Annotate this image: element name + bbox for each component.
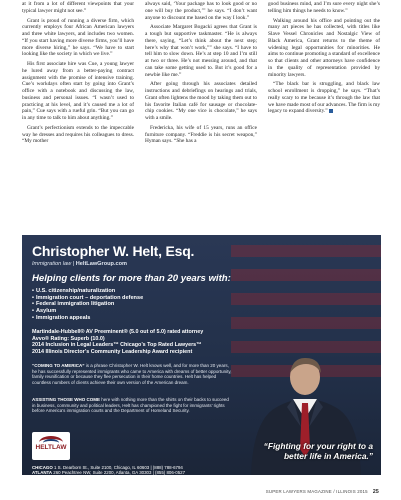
paragraph: at it from a lot of different viewpoints that your typical lawyer might not see.” — [22, 1, 134, 14]
page-number: 25 — [372, 489, 379, 495]
ad-paragraph: ASSISTING THOSE WHO COME here with nothing more than the shirts on their backs to succeed in business, community and political leaders, Helt has championed the fight for immigrants’ rights before America’s immigration courts and the Department of Homeland Security. — [32, 397, 229, 413]
paragraph: Fredericka, his wife of 15 years, runs an office furniture company. “Freddie is his secret weapon,” Hyman says. “She has a — [145, 124, 257, 145]
list-item: • Asylum — [32, 308, 143, 315]
paragraph: Grant’s perfectionism extends to the impeccable way he dresses and requires his colleagues to dress. “My mother — [22, 124, 134, 145]
ad-tagline: Helping clients for more than 20 years with: — [32, 273, 231, 284]
office-line: MEMPHIS (901) 273-1305 — [32, 475, 84, 481]
article-column-2 — [145, 1, 257, 148]
attorney-name: Christopher W. Helt, Esq. — [32, 243, 195, 259]
rating-line: Martindale-Hubbell® AV Preeminent® (5.0 out of 5.0) rated attorney — [32, 329, 204, 335]
rating-line: 2014 Illinois Director’s Community Leadership Award recipient — [32, 348, 193, 355]
firm-website[interactable]: HeltLawGroup.com — [75, 261, 128, 267]
rating-line: 2014 Inclusion in Legal Leaders™ Chicago’s Top Rated Lawyers™ — [32, 342, 202, 349]
rating-line: Avvo® Rating: Superb (10.0) — [32, 335, 105, 342]
paragraph: Walking around his office and pointing out the many art pieces he has collected, with titles like Slave Vessel Chronicles and Nostalgic View of Black America, Grant returns to the theme of widening legal opportunities for minorities. He aims to continue promoting a standard of excellence so that clients and other attorneys have confidence in the quality of representation provided by minority lawyers. — [268, 17, 380, 78]
law-firm-advertisement — [22, 235, 381, 481]
practice-area: Immigration law — [32, 261, 72, 267]
paragraph: Grant is proud of running a diverse firm, which currently employs four African American lawyers and three white lawyers, and includes two women. “If you start having more diverse firms, you’ll have more diverse hiring,” he says. “We have to start looking like the society in which we live.” — [22, 17, 134, 58]
publication-name: SUPER LAWYERS MAGAZINE / ILLINOIS 2015 — [265, 489, 368, 494]
ad-subheading: Immigration law | HeltLawGroup.com — [32, 261, 128, 267]
list-item: • Federal immigration litigation — [32, 301, 143, 308]
paragraph: always said, ‘Your package has to look good or no one will buy the product,’” he says. “I don’t want anyone to discount me based on the way I look.” — [145, 1, 257, 21]
list-item: • Immigration appeals — [32, 315, 143, 322]
office-locations — [32, 465, 185, 481]
end-mark-icon — [329, 109, 333, 113]
closing-quote-text: “The black bar is struggling, and black law school enrollment is dropping,” he says. “That’s really scary to me because it’s through the law that we have made most of our advances. The firm is my legacy to expand diversity.” — [268, 81, 380, 115]
page-footer — [266, 489, 379, 495]
paragraph: Associate Margaret Bogacki agrees that Grant is a tough but supportive taskmaster. “He is always there, saying, “Let’s think about the next step; here’s why that won’t work,”” she says. “I have to tell him to slow down. He’s at step 10 and I’m still at two or three. He’s not messing around, and that can take some getting used to. But it’s good for a newbie like me.” — [145, 24, 257, 78]
article-column-1 — [22, 1, 134, 148]
list-item: • Immigration court – deportation defense — [32, 295, 143, 302]
ad-slogan: “Fighting for your right to a better life in America.” — [263, 441, 373, 461]
services-list — [32, 288, 143, 322]
paragraph: good business mind, and I’m sure every night she’s telling him things he needs to know.” — [268, 1, 380, 14]
paragraph: After going through his associates detailed instructions and debriefings on hearings and trials, Grant often lightens the mood by taking them out to his favorite Italian café for sausage or chocolate-chip cookies. “My one vice is chocolate,” he says with a smile. — [145, 81, 257, 121]
office-line: ATLANTA 260 Peachtree NW, Suite 2200, Atlanta, GA 30303 | (855) 806-0527 — [32, 470, 186, 476]
list-item: • U.S. citizenship/naturalization — [32, 288, 143, 295]
ratings-list — [32, 329, 242, 355]
firm-logo: HELTLAW — [32, 432, 70, 460]
ad-paragraph: “COMING TO AMERICA” is a phrase Christopher W. Helt knows well, and for more than 20 years, he has successfully represented immigrants who came to America with dreams of better opportunity, family reunification or because they flee persecution in their home countries. Helt has helped countless numbers of clients achieve their own version of the American dream. — [32, 363, 232, 385]
article-column-3 — [268, 1, 380, 118]
paragraph — [268, 81, 380, 115]
office-line: CHICAGO 1 S. Dearborn St., Suite 2100, Chicago, IL 60603 | (888) 788-6794 — [32, 465, 183, 470]
paragraph: His first associate hire was Cue, a young lawyer he lured away from a better-paying contract assignment with the promise of intensive training. Cue’s workdays often start by going into Grant’s office with a notebook and discussing the law, business and personal issues. “I wasn’t used to practicing at his level, and it’s caused me a lot of pain,” Cue says with a rueful grin. “But you can go in any time to talk to him about anything.” — [22, 61, 134, 121]
